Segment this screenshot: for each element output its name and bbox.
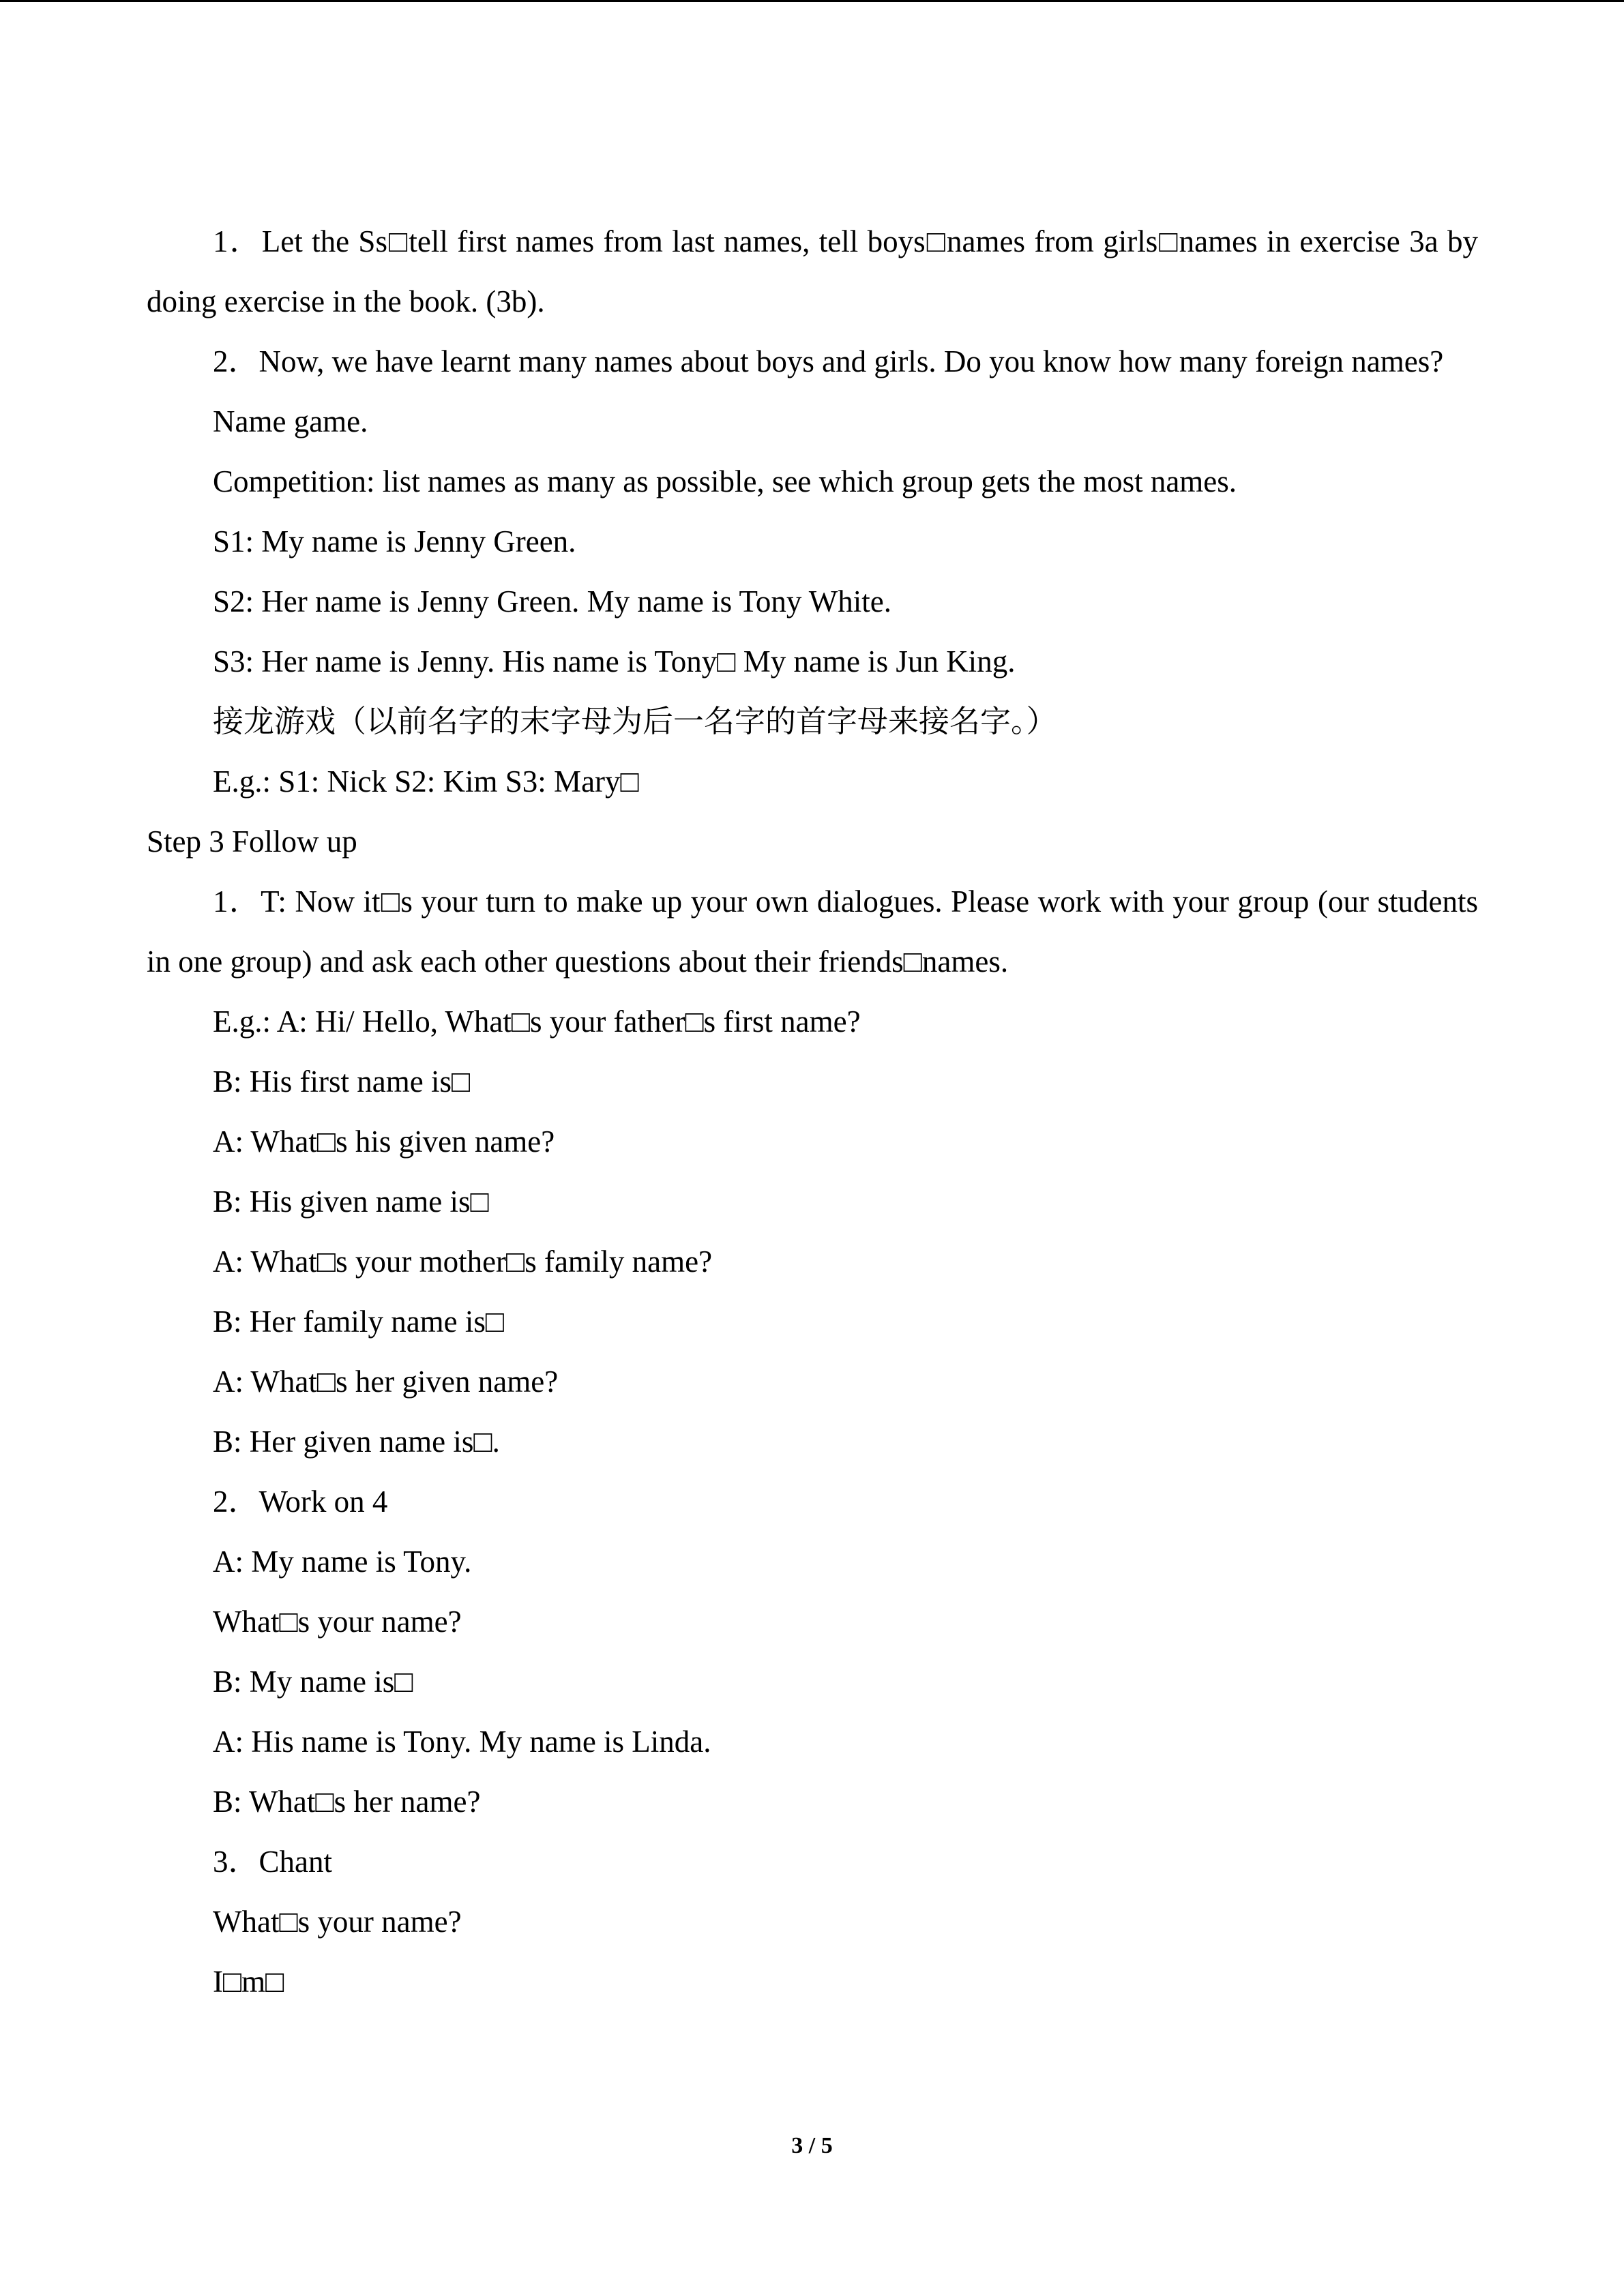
- paragraph: 接龙游戏（以前名字的末字母为后一名字的首字母来接名字。）: [213, 704, 1057, 739]
- paragraph: S3: Her name is Jenny. His name is Tony□ My name is Jun King.: [213, 644, 1016, 679]
- paragraph: 3．Chant: [213, 1845, 332, 1879]
- paragraph: B: My name is□: [213, 1665, 413, 1699]
- paragraph: What□s your name?: [213, 1905, 462, 1939]
- paragraph: A: His name is Tony. My name is Linda.: [213, 1725, 711, 1759]
- paragraph: E.g.: S1: Nick S2: Kim S3: Mary□: [213, 764, 639, 799]
- section-heading: Step 3 Follow up: [147, 824, 357, 859]
- paragraph: B: His given name is□: [213, 1184, 489, 1219]
- paragraph: B: His first name is□: [213, 1064, 471, 1099]
- paragraph: A: My name is Tony.: [213, 1545, 472, 1579]
- paragraph: B: Her given name is□.: [213, 1425, 500, 1459]
- paragraph: Competition: list names as many as possible, see which group gets the most names.: [213, 464, 1237, 498]
- paragraph: E.g.: A: Hi/ Hello, What□s your father□s first name?: [213, 1004, 861, 1039]
- paragraph: A: What□s his given name?: [213, 1124, 555, 1159]
- top-border-line: [0, 0, 1624, 2]
- paragraph: S1: My name is Jenny Green.: [213, 524, 576, 558]
- paragraph: 1．T: Now it□s your turn to make up your own dialogues. Please work with your group (our students in one group) and ask each other questions about their friends□names.: [147, 884, 1486, 979]
- paragraph: A: What□s her given name?: [213, 1365, 559, 1399]
- paragraph: A: What□s your mother□s family name?: [213, 1244, 713, 1279]
- paragraph: 1．Let the Ss□tell first names from last names, tell boys□names from girls□names in exercise 3a by doing exercise in the book. (3b).: [147, 224, 1486, 318]
- page-number: 3 / 5: [791, 2133, 833, 2158]
- paragraph: What□s your name?: [213, 1605, 462, 1639]
- paragraph: S2: Her name is Jenny Green. My name is Tony White.: [213, 584, 892, 618]
- paragraph: B: Her family name is□: [213, 1304, 505, 1339]
- document-body: [147, 211, 1486, 2012]
- paragraph: I□m□: [213, 1965, 284, 1999]
- paragraph: Name game.: [213, 404, 368, 438]
- paragraph: B: What□s her name?: [213, 1785, 481, 1819]
- paragraph: 2．Work on 4: [213, 1485, 388, 1519]
- paragraph: 2．Now, we have learnt many names about boys and girls. Do you know how many foreign names?: [213, 344, 1444, 378]
